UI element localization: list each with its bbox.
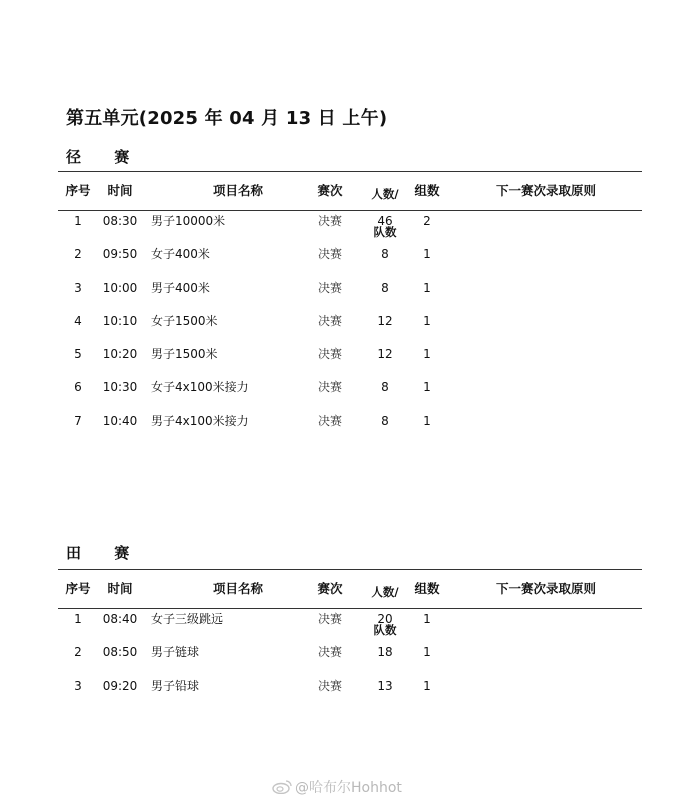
col-header-count-line2: 队数 <box>373 623 397 637</box>
cell-stage: 决赛 <box>317 247 342 262</box>
track-section-heading: 径 赛 <box>66 148 144 166</box>
cell-count: 8 <box>381 380 389 395</box>
cell-groups: 1 <box>423 347 431 362</box>
cell-stage: 决赛 <box>317 678 342 693</box>
cell-time: 08:50 <box>102 645 138 660</box>
cell-count: 8 <box>381 413 389 428</box>
cell-count: 13 <box>377 678 393 693</box>
col-header-count-line1: 人数/ <box>371 187 399 201</box>
cell-stage: 决赛 <box>317 280 342 295</box>
cell-time: 08:30 <box>102 214 138 228</box>
col-header-time: 时间 <box>107 183 133 198</box>
cell-name: 男子4x100米接力 <box>151 413 249 428</box>
cell-stage: 决赛 <box>317 645 342 660</box>
cell-time: 10:30 <box>102 380 138 395</box>
cell-stage: 决赛 <box>317 413 342 428</box>
col-header-time: 时间 <box>107 581 133 596</box>
cell-count: 12 <box>377 313 393 328</box>
cell-no: 7 <box>74 413 82 428</box>
col-header-no: 序号 <box>65 183 91 198</box>
col-header-groups: 组数 <box>414 581 440 596</box>
cell-count: 8 <box>381 247 389 262</box>
cell-time: 10:40 <box>102 413 138 428</box>
col-header-count-line1: 人数/ <box>371 585 399 599</box>
col-header-no: 序号 <box>65 581 91 596</box>
watermark <box>272 777 402 797</box>
cell-name: 男子10000米 <box>151 214 226 228</box>
cell-groups: 1 <box>423 380 431 395</box>
cell-no: 3 <box>74 678 82 693</box>
table-row <box>58 311 642 344</box>
cell-groups: 1 <box>423 678 431 693</box>
table-row <box>58 244 642 277</box>
cell-groups: 1 <box>423 612 431 626</box>
cell-time: 10:00 <box>102 280 138 295</box>
cell-name: 男子1500米 <box>151 347 218 362</box>
field-schedule-table <box>58 569 642 709</box>
cell-groups: 1 <box>423 645 431 660</box>
col-header-count-line2: 队数 <box>373 225 397 239</box>
table-row <box>58 411 642 444</box>
table-row <box>58 377 642 410</box>
cell-groups: 1 <box>423 247 431 262</box>
cell-name: 女子400米 <box>151 247 210 262</box>
cell-groups: 2 <box>423 214 431 228</box>
table-row <box>58 642 642 675</box>
table-row <box>58 211 642 244</box>
table-row <box>58 278 642 311</box>
col-header-stage: 赛次 <box>317 183 343 198</box>
cell-count: 20 <box>377 612 393 626</box>
cell-time: 10:20 <box>102 347 138 362</box>
cell-time: 09:50 <box>102 247 138 262</box>
cell-name: 男子铅球 <box>151 678 200 693</box>
page-title: 第五单元(2025 年 04 月 13 日 上午) <box>66 108 388 129</box>
cell-count: 18 <box>377 645 393 660</box>
cell-count: 46 <box>377 214 393 228</box>
track-schedule-table <box>58 171 642 444</box>
weibo-icon <box>272 780 292 794</box>
cell-groups: 1 <box>423 413 431 428</box>
col-header-stage: 赛次 <box>317 581 343 596</box>
cell-no: 4 <box>74 313 82 328</box>
field-section-heading: 田 赛 <box>66 544 144 562</box>
cell-count: 8 <box>381 280 389 295</box>
cell-groups: 1 <box>423 313 431 328</box>
cell-time: 10:10 <box>102 313 138 328</box>
cell-name: 男子链球 <box>151 645 200 660</box>
cell-name: 女子4x100米接力 <box>151 380 249 395</box>
table-row <box>58 344 642 377</box>
cell-count: 12 <box>377 347 393 362</box>
cell-stage: 决赛 <box>317 214 342 228</box>
cell-no: 3 <box>74 280 82 295</box>
field-table-body <box>58 609 642 709</box>
cell-no: 2 <box>74 247 82 262</box>
cell-time: 08:40 <box>102 612 138 626</box>
table-row <box>58 676 642 709</box>
table-row <box>58 609 642 642</box>
cell-no: 1 <box>74 214 82 228</box>
cell-stage: 决赛 <box>317 380 342 395</box>
cell-time: 09:20 <box>102 678 138 693</box>
watermark-text: @哈布尔Hohhot <box>295 780 402 796</box>
cell-no: 1 <box>74 612 82 626</box>
cell-no: 6 <box>74 380 82 395</box>
cell-name: 女子三级跳远 <box>151 612 224 626</box>
cell-no: 5 <box>74 347 82 362</box>
cell-name: 男子400米 <box>151 280 210 295</box>
col-header-rule: 下一赛次录取原则 <box>495 581 596 596</box>
col-header-rule: 下一赛次录取原则 <box>495 183 596 198</box>
cell-stage: 决赛 <box>317 313 342 328</box>
cell-groups: 1 <box>423 280 431 295</box>
col-header-name: 项目名称 <box>212 581 263 596</box>
col-header-name: 项目名称 <box>212 183 263 198</box>
track-table-body <box>58 211 642 444</box>
col-header-groups: 组数 <box>414 183 440 198</box>
cell-name: 女子1500米 <box>151 313 218 328</box>
cell-no: 2 <box>74 645 82 660</box>
cell-stage: 决赛 <box>317 347 342 362</box>
cell-stage: 决赛 <box>317 612 342 626</box>
